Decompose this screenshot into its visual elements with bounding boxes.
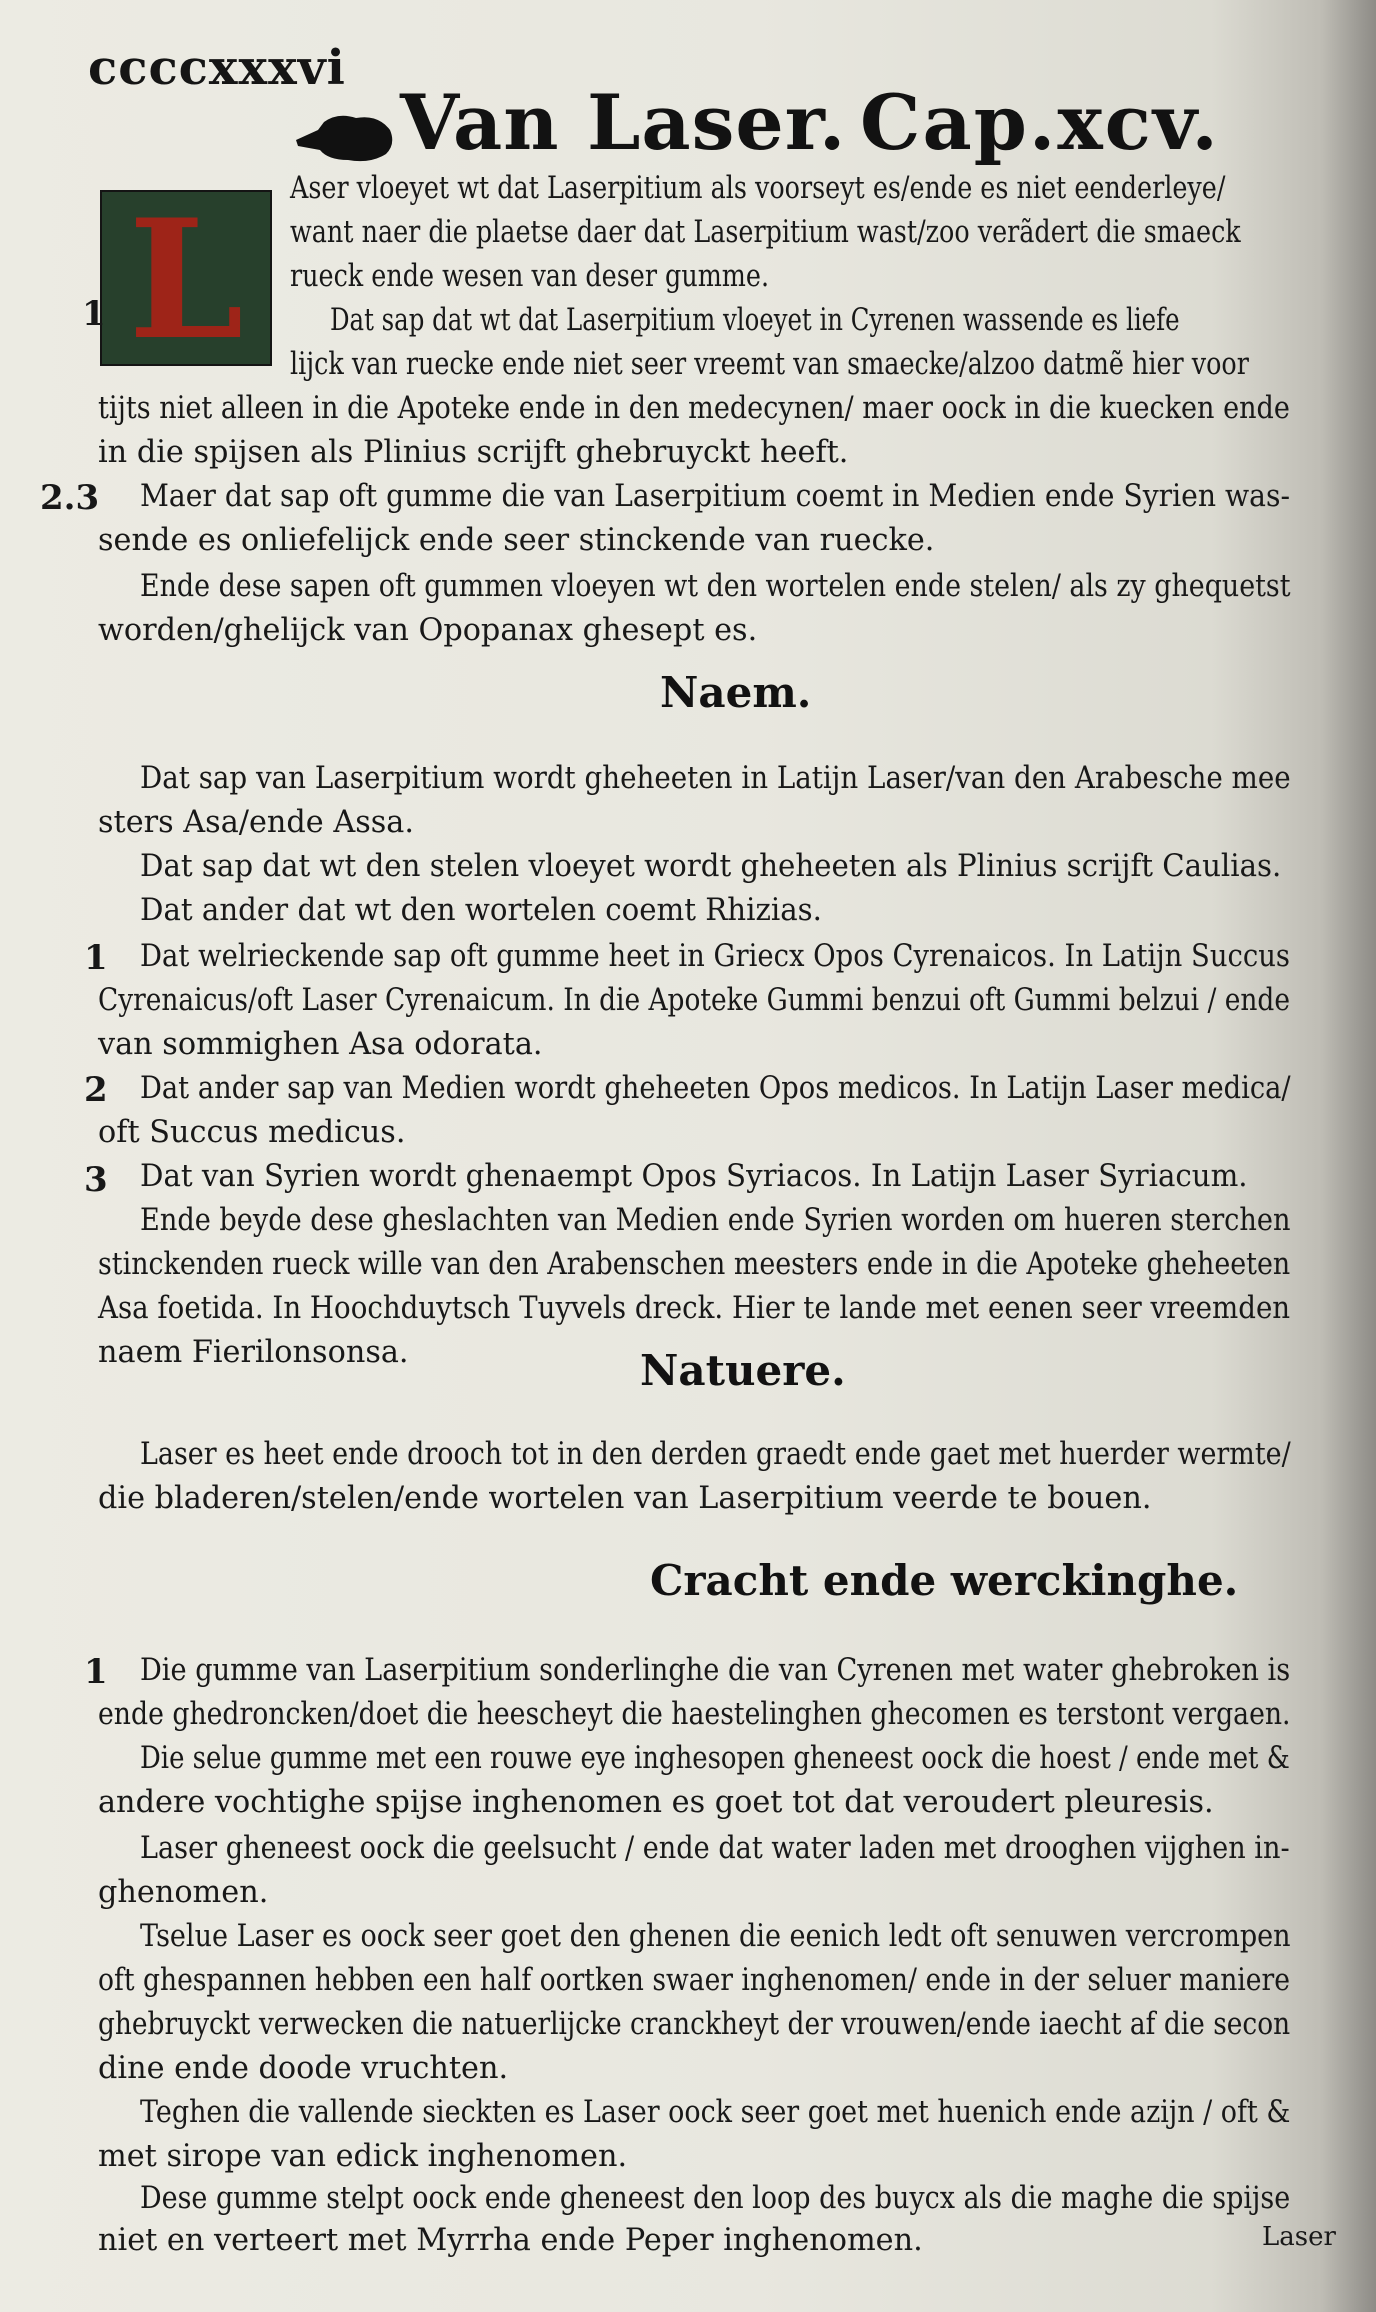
naem-line: Ende beyde dese gheslachten van Medien ende Syrien worden om hueren sterchen xyxy=(140,1202,1291,1238)
margin-note: 1 xyxy=(84,1652,108,1692)
section-heading-natuere: Natuere. xyxy=(640,1346,846,1395)
naem-line: van sommighen Asa odorata. xyxy=(98,1026,543,1062)
intro-line: Maer dat sap oft gumme die van Laserpitium coemt in Medien ende Syrien was- xyxy=(140,478,1290,514)
cracht-line: niet en verteert met Myrrha ende Peper inghenomen. xyxy=(98,2222,923,2258)
cracht-line: met sirope van edick inghenomen. xyxy=(98,2138,628,2174)
naem-line: Cyrenaicus/oft Laser Cyrenaicum. In die Apoteke Gummi benzui oft Gummi belzui / ende xyxy=(98,982,1290,1018)
margin-note: 3 xyxy=(84,1160,108,1200)
margin-note: 1 xyxy=(82,294,106,334)
intro-line: want naer die plaetse daer dat Laserpitium wast/zoo verãdert die smaeck xyxy=(290,214,1241,250)
natuere-line: Laser es heet ende drooch tot in den derden graedt ende gaet met huerder wermte/ xyxy=(140,1436,1291,1472)
intro-line: worden/ghelijck van Opopanax ghesept es. xyxy=(98,612,758,648)
chapter-title: Van Laser. xyxy=(400,78,847,167)
intro-line: tijts niet alleen in die Apoteke ende in den medecynen/ maer oock in die kuecken ende xyxy=(98,390,1290,426)
cracht-line: dine ende doode vruchten. xyxy=(98,2050,509,2086)
section-heading-cracht: Cracht ende werckinghe. xyxy=(650,1556,1239,1605)
catchword: Laser xyxy=(1262,2222,1336,2252)
intro-line: Ende dese sapen oft gummen vloeyen wt den wortelen ende stelen/ als zy ghequetst xyxy=(140,568,1291,604)
folio-number: ccccxxxvi xyxy=(88,40,346,96)
naem-line: sters Asa/ende Assa. xyxy=(98,804,414,840)
intro-line: in die spijsen als Plinius scrijft ghebruyckt heeft. xyxy=(98,434,849,470)
chapter-number: Cap.xcv. xyxy=(860,78,1220,167)
initial-letter: L xyxy=(128,183,244,376)
margin-note: 2 xyxy=(84,1070,108,1110)
natuere-line: die bladeren/stelen/ende wortelen van Laserpitium veerde te bouen. xyxy=(98,1480,1152,1516)
cracht-line: Tselue Laser es oock seer goet den ghenen die eenich ledt oft senuwen vercrompen xyxy=(140,1918,1291,1954)
naem-line: Dat ander dat wt den wortelen coemt Rhizias. xyxy=(140,892,822,928)
cracht-line: ghenomen. xyxy=(98,1874,269,1910)
naem-line: Dat van Syrien wordt ghenaempt Opos Syriacos. In Latijn Laser Syriacum. xyxy=(140,1158,1248,1194)
intro-line: lijck van ruecke ende niet seer vreemt van smaecke/alzoo datmẽ hier voor xyxy=(290,346,1249,382)
margin-note: 2.3 xyxy=(40,478,100,518)
section-heading-naem: Naem. xyxy=(660,668,812,717)
intro-line: sende es onliefelijck ende seer stinckende van ruecke. xyxy=(98,522,935,558)
naem-line: Dat welrieckende sap oft gumme heet in Griecx Opos Cyrenaicos. In Latijn Succus xyxy=(140,938,1291,974)
cracht-line: andere vochtighe spijse inghenomen es goet tot dat veroudert pleuresis. xyxy=(98,1784,1214,1820)
naem-line: Dat sap dat wt den stelen vloeyet wordt gheheeten als Plinius scrijft Caulias. xyxy=(140,848,1282,884)
pointing-hand-icon xyxy=(292,108,396,166)
intro-line: Aser vloeyet wt dat Laserpitium als voorseyt es/ende es niet eenderleye/ xyxy=(290,170,1226,206)
cracht-line: Die selue gumme met een rouwe eye inghesopen gheneest oock die hoest / ende met & xyxy=(140,1740,1290,1776)
decorated-initial xyxy=(100,183,272,376)
cracht-line: Dese gumme stelpt oock ende gheneest den loop des buycx als die maghe die spijse xyxy=(140,2180,1291,2216)
naem-line: Asa foetida. In Hoochduytsch Tuyvels dreck. Hier te lande met eenen seer vreemden xyxy=(98,1290,1291,1326)
intro-line: rueck ende wesen van deser gumme. xyxy=(290,258,770,294)
naem-line: Dat ander sap van Medien wordt gheheeten Opos medicos. In Latijn Laser medica/ xyxy=(140,1070,1291,1106)
naem-line: stinckenden rueck wille van den Arabenschen meesters ende in die Apoteke gheheeten xyxy=(98,1246,1291,1282)
cracht-line: ghebruyckt verwecken die natuerlijcke cranckheyt der vrouwen/ende iaecht af die secon xyxy=(98,2006,1291,2042)
cracht-line: Teghen die vallende sieckten es Laser oock seer goet met huenich ende azijn / oft & xyxy=(140,2094,1291,2130)
cracht-line: Die gumme van Laserpitium sonderlinghe die van Cyrenen met water ghebroken is xyxy=(140,1652,1291,1688)
margin-note: 1 xyxy=(84,938,108,978)
cracht-line: Laser gheneest oock die geelsucht / ende dat water laden met drooghen vijghen in- xyxy=(140,1830,1290,1866)
cracht-line: oft ghespannen hebben een half oortken swaer inghenomen/ ende in der seluer maniere xyxy=(98,1962,1290,1998)
naem-line: oft Succus medicus. xyxy=(98,1114,406,1150)
naem-line: naem Fierilonsonsa. xyxy=(98,1334,409,1370)
intro-line: Dat sap dat wt dat Laserpitium vloeyet in Cyrenen wassende es liefe xyxy=(330,302,1180,338)
cracht-line: ende ghedroncken/doet die heescheyt die haestelinghen ghecomen es terstont vergaen. xyxy=(98,1696,1291,1732)
naem-line: Dat sap van Laserpitium wordt gheheeten in Latijn Laser/van den Arabesche mee xyxy=(140,760,1291,796)
